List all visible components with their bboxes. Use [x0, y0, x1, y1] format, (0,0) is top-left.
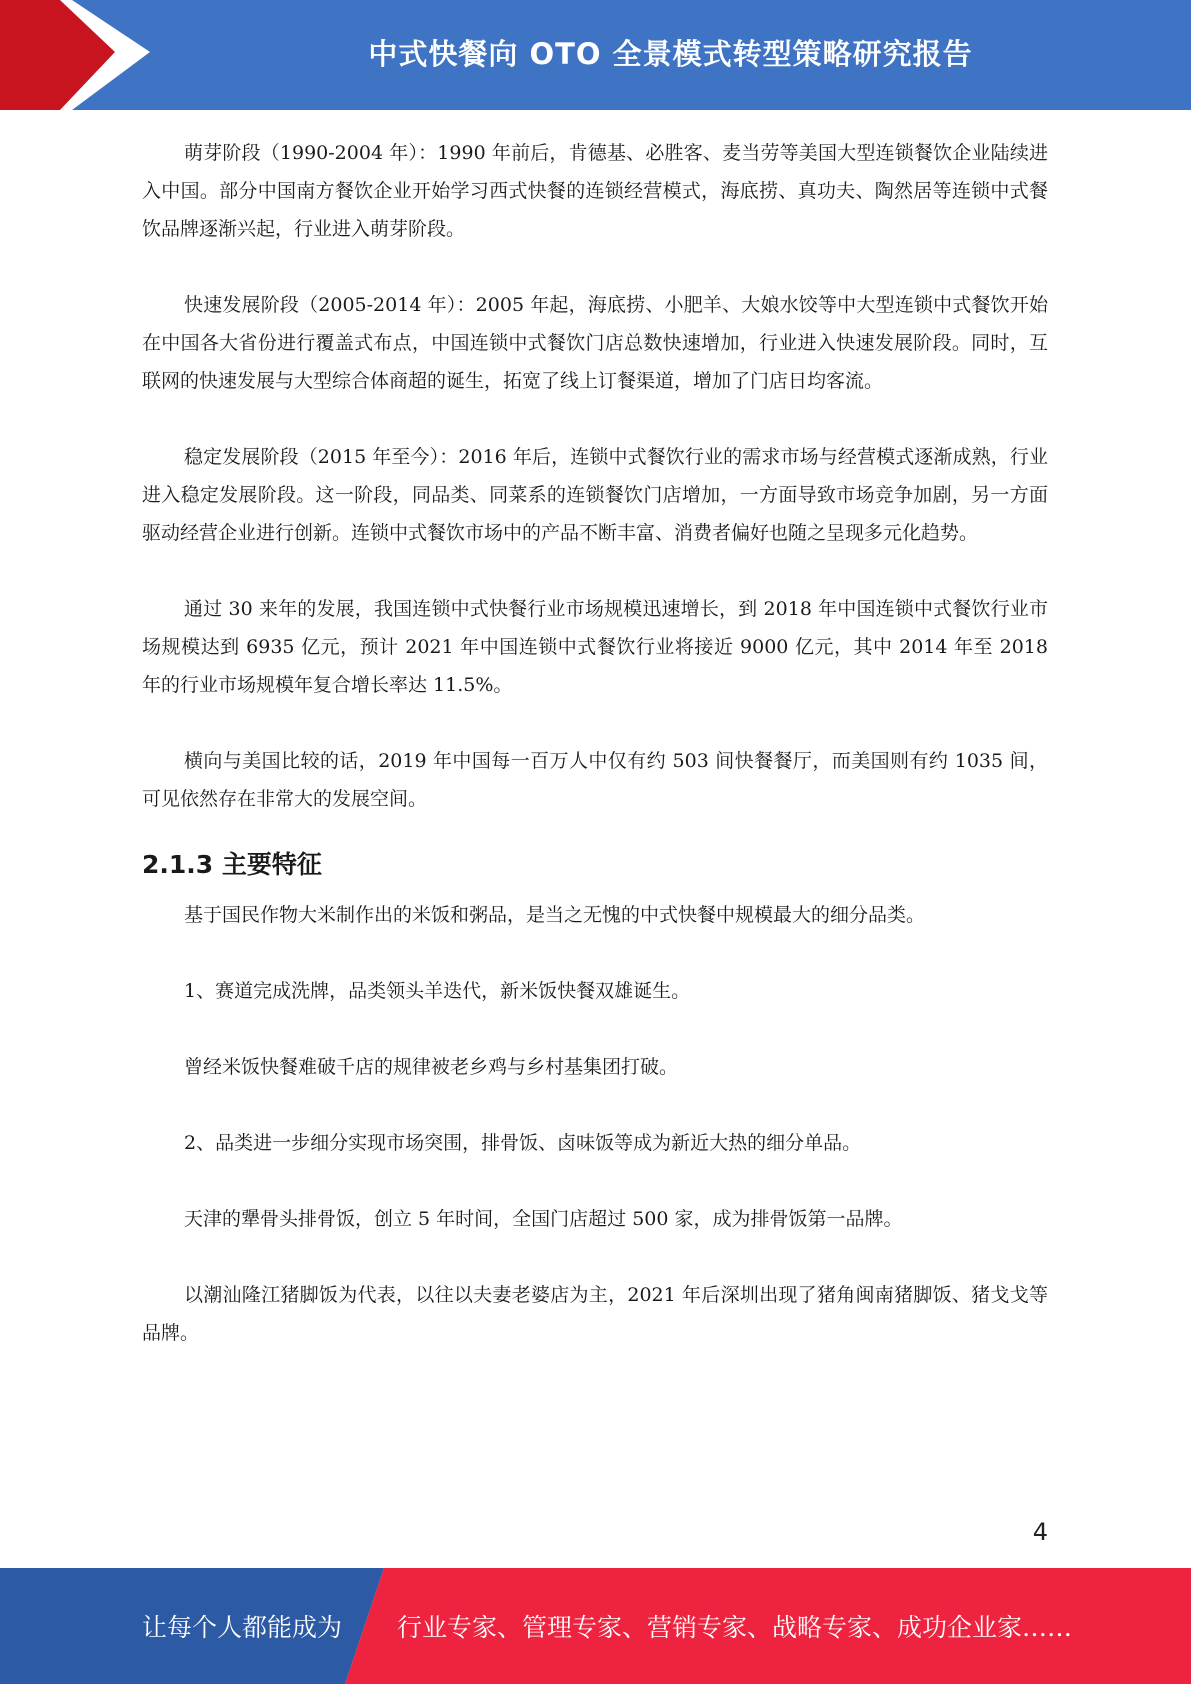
paragraph-stable-stage: 稳定发展阶段（2015 年至今）：2016 年后，连锁中式餐饮行业的需求市场与经营模式逐渐成熟，行业进入稳定发展阶段。这一阶段，同品类、同菜系的连锁餐饮门店增加，一方面导致市场竞争加剧，另一方面驱动经营企业进行创新。连锁中式餐饮市场中的产品不断丰富、消费者偏好也随之呈现多元化趋势。 [142, 446, 1048, 544]
paragraph-feature-2-example-2: 以潮汕隆江猪脚饭为代表，以往以夫妻老婆店为主，2021 年后深圳出现了猪角闽南猪脚饭、猪戈戈等品牌。 [142, 1284, 1048, 1344]
section-heading: 2.1.3 主要特征 [142, 850, 322, 879]
paragraph-market-size: 通过 30 来年的发展，我国连锁中式快餐行业市场规模迅速增长，到 2018 年中国连锁中式餐饮行业市场规模达到 6935 亿元，预计 2021 年中国连锁中式餐饮行业将接近 9000 亿元，其中 2014 年至 2018 年的行业市场规模年复合增长率达 11.5%。 [142, 598, 1048, 696]
paragraph-budding-stage: 萌芽阶段（1990-2004 年）：1990 年前后，肯德基、必胜客、麦当劳等美国大型连锁餐饮企业陆续进入中国。部分中国南方餐饮企业开始学习西式快餐的连锁经营模式，海底捞、真功夫、陶然居等连锁中式餐饮品牌逐渐兴起，行业进入萌芽阶段。 [142, 142, 1048, 240]
paragraph-feature-intro: 基于国民作物大米制作出的米饭和粥品，是当之无愧的中式快餐中规模最大的细分品类。 [184, 904, 926, 926]
paragraph-rapid-growth-stage: 快速发展阶段（2005-2014 年）：2005 年起，海底捞、小肥羊、大娘水饺等中大型连锁中式餐饮开始在中国各大省份进行覆盖式布点，中国连锁中式餐饮门店总数快速增加，行业进入快速发展阶段。同时，互联网的快速发展与大型综合体商超的诞生，拓宽了线上订餐渠道，增加了门店日均客流。 [142, 294, 1048, 392]
page-footer [0, 1568, 1191, 1684]
paragraph-feature-2: 2、品类进一步细分实现市场突围，排骨饭、卤味饭等成为新近大热的细分单品。 [184, 1132, 862, 1154]
header-arrow-decoration [0, 0, 160, 110]
paragraph-us-comparison: 横向与美国比较的话，2019 年中国每一百万人中仅有约 503 间快餐餐厅，而美国则有约 1035 间，可见依然存在非常大的发展空间。 [142, 750, 1048, 810]
footer-slogan-right: 行业专家、管理专家、营销专家、战略专家、成功企业家…… [397, 1613, 1073, 1642]
paragraph-feature-2-example-1: 天津的犟骨头排骨饭，创立 5 年时间，全国门店超过 500 家，成为排骨饭第一品牌。 [184, 1208, 903, 1230]
document-title: 中式快餐向 OTO 全景模式转型策略研究报告 [368, 36, 973, 71]
page-header [0, 0, 1191, 110]
paragraph-feature-1-detail: 曾经米饭快餐难破千店的规律被老乡鸡与乡村基集团打破。 [184, 1056, 679, 1078]
page-number: 4 [1032, 1518, 1048, 1546]
page-content [142, 134, 1048, 1352]
footer-slogan-left: 让每个人都能成为 [142, 1613, 343, 1642]
paragraph-feature-1: 1、赛道完成洗牌，品类领头羊迭代，新米饭快餐双雄诞生。 [184, 980, 691, 1002]
